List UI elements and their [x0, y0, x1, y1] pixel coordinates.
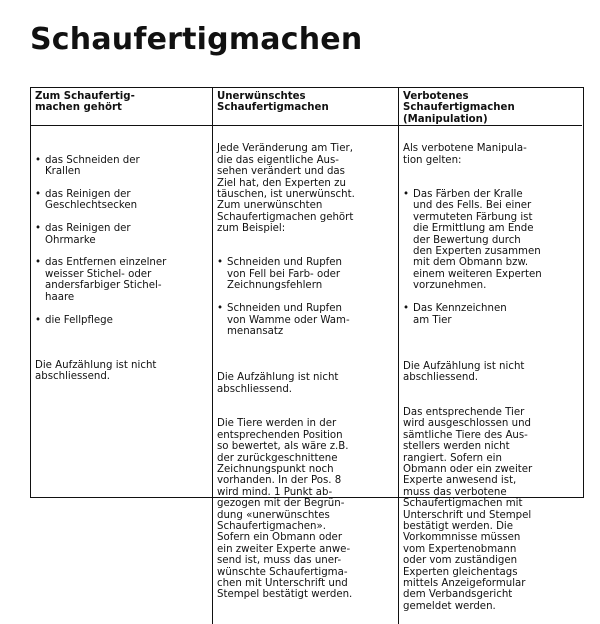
column-header-allowed: Zum Schaufertig- machen gehört [31, 88, 213, 126]
column-allowed [31, 126, 213, 624]
list-item: • Das Kennzeichnen am Tier [403, 303, 578, 326]
column-forbidden [399, 126, 582, 624]
list-item: • das Reinigen der Ohrmarke [35, 223, 208, 246]
column-header-undesired: Unerwünschtes Schaufertigmachen [213, 88, 399, 126]
undesired-list [217, 246, 394, 349]
forbidden-note: Die Aufzählung ist nicht abschliessend. [403, 360, 525, 384]
allowed-note: Die Aufzählung ist nicht abschliessend. [35, 359, 157, 383]
page-title: Schaufertigmachen [30, 22, 363, 57]
list-item: • Schneiden und Rupfen von Wamme oder Wam- menansatz [217, 303, 394, 337]
forbidden-list [403, 178, 578, 338]
list-item: • das Entfernen einzelner weisser Stichel- oder andersfarbiger Stichel- haare [35, 257, 208, 303]
list-item: • Schneiden und Rupfen von Fell bei Farb- oder Zeichnungsfehlern [217, 257, 394, 291]
undesired-consequence: Die Tiere werden in der entsprechenden Position so bewertet, als wäre z.B. der zurückgeschnittene Zeichnungspunkt noch vorhanden. In der Pos. 8 wird mind. 1 Punkt ab- gezogen mit der Begrün- dung «unerwünschtes Schaufertigmachen». Sofern ein Obmann oder ein zweiter Experte anwe- send ist, muss das uner- wünschte Schaufertigma- chen mit Unterschrift und Stempel bestätigt werden. [217, 418, 353, 601]
list-item: • das Schneiden der Krallen [35, 155, 208, 178]
list-item: • die Fellpflege [35, 315, 208, 326]
forbidden-consequence: Das entsprechende Tier wird ausgeschlossen und sämtliche Tiere des Aus- stellers werden nicht rangiert. Sofern ein Obmann oder ein zweiter Experte anwesend ist, muss das verbotene Schaufertigmachen mit Unterschrift und Stempel bestätigt werden. Die Vorkommnisse müssen vom Expertenobmann oder vom zuständigen Experten gleichentags mittels Anzeigeformular dem Verbandsgericht gemeldet werden. [403, 406, 533, 612]
undesired-intro: Jede Veränderung am Tier, die das eigentliche Aus- sehen verändert und das Ziel hat, den Experten zu täuschen, ist unerwünscht. Zum unerwünschten Schaufertigmachen gehört zum Beispiel: [217, 143, 355, 235]
list-item: • das Reinigen der Geschlechtsecken [35, 189, 208, 212]
rules-table [30, 87, 584, 612]
undesired-note: Die Aufzählung ist nicht abschliessend. [217, 372, 339, 395]
forbidden-intro: Als verbotene Manipula- tion gelten: [403, 143, 527, 166]
allowed-list [35, 143, 208, 337]
column-undesired [213, 126, 399, 624]
list-item: • Das Färben der Kralle und des Fells. Bei einer vermuteten Färbung ist die Ermittlung am Ende der Bewertung durch den Experten zusammen mit dem Obmann bzw. einem weiteren Experten vorzunehmen. [403, 189, 578, 292]
column-header-forbidden: Verbotenes Schaufertigmachen (Manipulation) [399, 88, 582, 126]
